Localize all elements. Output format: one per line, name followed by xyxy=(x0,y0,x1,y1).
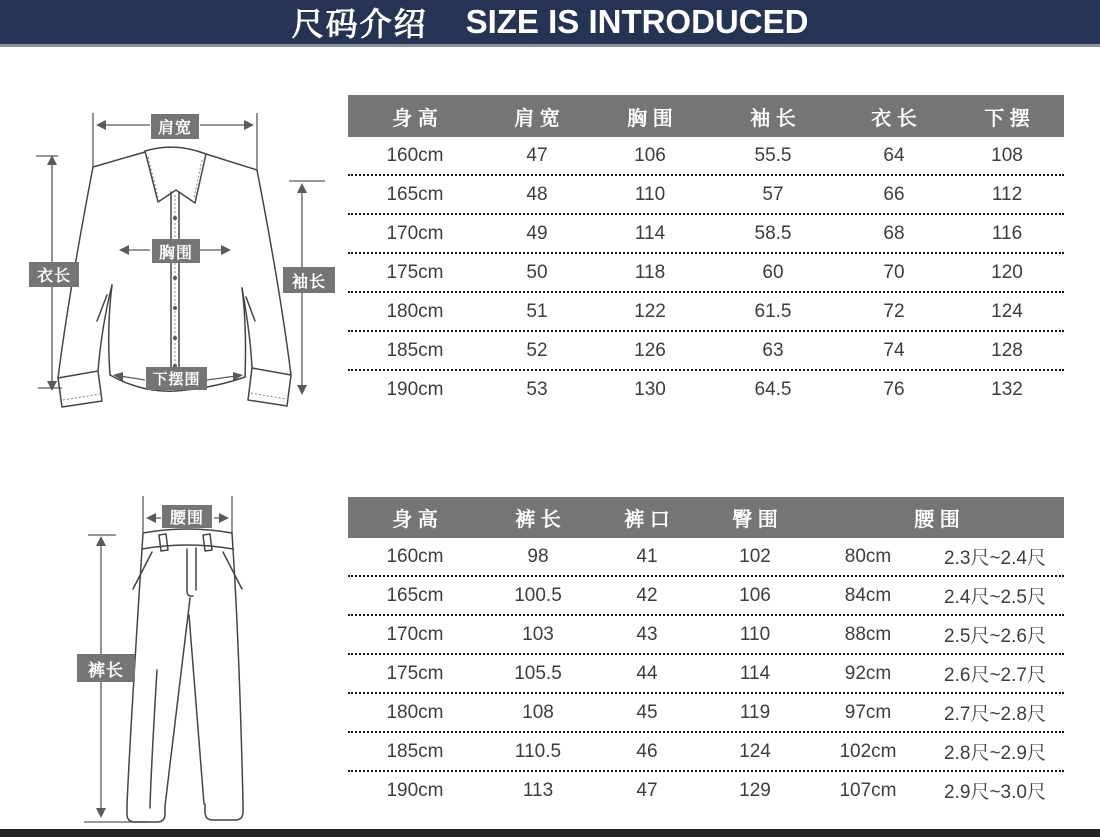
pants-table-header-row xyxy=(348,497,1064,538)
table-cell: 2.4尺~2.5尺 xyxy=(944,587,1046,608)
table-row xyxy=(348,137,1064,176)
table-cell: 110 xyxy=(739,623,771,645)
shirt-shoulder-label xyxy=(151,114,199,139)
table-cell: 124 xyxy=(739,740,771,762)
table-header-cell: 衣 长 xyxy=(871,107,917,130)
table-cell: 60 xyxy=(762,261,784,283)
shirt-sleeve-length-label xyxy=(283,267,335,293)
table-row xyxy=(348,293,1064,332)
table-cell: 51 xyxy=(526,300,548,322)
table-cell: 41 xyxy=(636,545,658,567)
table-cell: 110 xyxy=(634,183,666,205)
table-cell: 55.5 xyxy=(754,144,792,166)
table-cell: 106 xyxy=(634,144,666,166)
table-cell: 92cm xyxy=(844,662,892,684)
table-header-cell: 下 摆 xyxy=(984,107,1030,130)
table-cell: 58.5 xyxy=(754,222,792,244)
table-cell: 108 xyxy=(522,701,554,723)
table-cell: 170cm xyxy=(386,623,444,645)
table-header-cell: 腰 围 xyxy=(914,509,960,531)
table-row xyxy=(348,655,1064,694)
shirt-table-header-row xyxy=(348,95,1064,137)
shirt-chest-label-text: 胸围 xyxy=(158,244,193,262)
table-cell: 180cm xyxy=(386,300,444,322)
table-cell: 80cm xyxy=(844,545,892,567)
shirt-garment-length-label-text: 衣长 xyxy=(36,268,71,285)
table-cell: 185cm xyxy=(386,339,444,361)
table-row xyxy=(348,254,1064,293)
table-cell: 74 xyxy=(883,339,905,361)
table-cell: 114 xyxy=(634,222,666,244)
table-header-cell: 身 高 xyxy=(392,107,438,130)
pants-size-table xyxy=(348,497,1064,809)
table-row xyxy=(348,176,1064,215)
pants-table-body xyxy=(348,538,1064,809)
table-cell: 105.5 xyxy=(514,662,562,684)
table-cell: 2.9尺~3.0尺 xyxy=(944,782,1046,803)
shirt-hem-label xyxy=(146,367,207,390)
table-header-cell: 身 高 xyxy=(392,509,438,531)
pants-waist-label-text: 腰围 xyxy=(169,510,204,527)
table-cell: 118 xyxy=(634,261,666,283)
table-cell: 46 xyxy=(636,740,658,762)
table-cell: 61.5 xyxy=(754,300,792,322)
table-cell: 165cm xyxy=(386,584,444,606)
shirt-chest-label xyxy=(152,239,200,263)
table-cell: 129 xyxy=(739,779,771,801)
table-cell: 76 xyxy=(883,378,905,400)
table-cell: 190cm xyxy=(386,779,444,801)
table-header-cell: 裤 长 xyxy=(515,509,561,531)
table-cell: 72 xyxy=(883,300,905,322)
table-cell: 88cm xyxy=(844,623,892,645)
table-cell: 190cm xyxy=(386,378,444,400)
table-header-cell: 袖 长 xyxy=(750,107,796,130)
table-row xyxy=(348,772,1064,809)
table-cell: 45 xyxy=(636,701,658,723)
table-header-cell: 裤 口 xyxy=(624,509,670,531)
table-row xyxy=(348,215,1064,254)
table-cell: 68 xyxy=(883,222,905,244)
table-cell: 102cm xyxy=(839,740,897,762)
shirt-size-table xyxy=(348,95,1064,408)
table-cell: 66 xyxy=(883,183,905,205)
table-cell: 2.5尺~2.6尺 xyxy=(944,626,1046,647)
pants-waist-label xyxy=(162,505,212,528)
shirt-table-body xyxy=(348,137,1064,408)
table-cell: 119 xyxy=(739,701,771,723)
table-cell: 47 xyxy=(526,144,548,166)
table-cell: 113 xyxy=(522,779,554,801)
table-cell: 124 xyxy=(991,300,1023,322)
table-cell: 185cm xyxy=(386,740,444,762)
table-cell: 112 xyxy=(991,183,1023,205)
table-cell: 97cm xyxy=(844,701,892,723)
table-cell: 64.5 xyxy=(754,378,792,400)
table-cell: 84cm xyxy=(844,584,892,606)
table-cell: 2.3尺~2.4尺 xyxy=(944,548,1046,569)
table-cell: 110.5 xyxy=(514,740,562,762)
table-cell: 126 xyxy=(634,339,666,361)
table-cell: 160cm xyxy=(386,144,444,166)
table-cell: 2.6尺~2.7尺 xyxy=(944,665,1046,686)
table-row xyxy=(348,538,1064,577)
table-cell: 132 xyxy=(991,378,1023,400)
table-cell: 52 xyxy=(526,339,548,361)
table-header-cell: 肩 宽 xyxy=(514,107,560,130)
table-cell: 106 xyxy=(739,584,771,606)
table-cell: 160cm xyxy=(386,545,444,567)
banner-title-en: SIZE IS INTRODUCED xyxy=(465,3,809,40)
table-cell: 165cm xyxy=(386,183,444,205)
table-cell: 64 xyxy=(883,144,905,166)
table-cell: 180cm xyxy=(386,701,444,723)
table-header-cell: 胸 围 xyxy=(627,107,673,130)
table-cell: 47 xyxy=(636,779,658,801)
pants-length-label xyxy=(77,654,135,682)
table-cell: 50 xyxy=(526,261,548,283)
table-cell: 49 xyxy=(526,222,548,244)
table-cell: 102 xyxy=(739,545,771,567)
banner-title-zh: 尺码介绍 xyxy=(291,6,428,42)
table-cell: 2.7尺~2.8尺 xyxy=(944,704,1046,725)
table-row xyxy=(348,371,1064,408)
table-row xyxy=(348,616,1064,655)
pants-line-drawing xyxy=(0,478,350,837)
table-cell: 120 xyxy=(991,261,1023,283)
table-cell: 122 xyxy=(634,300,666,322)
table-cell: 114 xyxy=(739,662,771,684)
bottom-divider-bar xyxy=(0,829,1100,837)
table-row xyxy=(348,577,1064,616)
table-cell: 130 xyxy=(634,378,666,400)
table-cell: 116 xyxy=(991,222,1023,244)
table-cell: 42 xyxy=(636,584,658,606)
shirt-shoulder-label-text: 肩宽 xyxy=(157,120,192,137)
shirt-garment-length-label xyxy=(29,262,79,287)
table-cell: 103 xyxy=(522,623,554,645)
shirt-sleeve-length-label-text: 袖长 xyxy=(291,273,326,291)
table-cell: 107cm xyxy=(839,779,897,801)
table-cell: 48 xyxy=(526,183,548,205)
table-header-cell: 臀 围 xyxy=(732,509,778,531)
table-cell: 175cm xyxy=(386,662,444,684)
table-cell: 43 xyxy=(636,623,658,645)
shirt-hem-label-text: 下摆围 xyxy=(152,371,201,388)
pants-length-label-text: 裤长 xyxy=(88,660,124,680)
table-cell: 100.5 xyxy=(514,584,562,606)
page-banner xyxy=(0,0,1100,47)
table-cell: 2.8尺~2.9尺 xyxy=(944,743,1046,764)
table-cell: 175cm xyxy=(386,261,444,283)
table-cell: 57 xyxy=(762,183,784,205)
table-cell: 170cm xyxy=(386,222,444,244)
table-cell: 98 xyxy=(527,545,549,567)
table-cell: 44 xyxy=(636,662,658,684)
table-row xyxy=(348,332,1064,371)
table-cell: 70 xyxy=(883,261,905,283)
table-cell: 128 xyxy=(991,339,1023,361)
table-cell: 63 xyxy=(762,339,784,361)
table-row xyxy=(348,733,1064,772)
table-cell: 108 xyxy=(991,144,1023,166)
table-row xyxy=(348,694,1064,733)
table-cell: 53 xyxy=(526,378,548,400)
